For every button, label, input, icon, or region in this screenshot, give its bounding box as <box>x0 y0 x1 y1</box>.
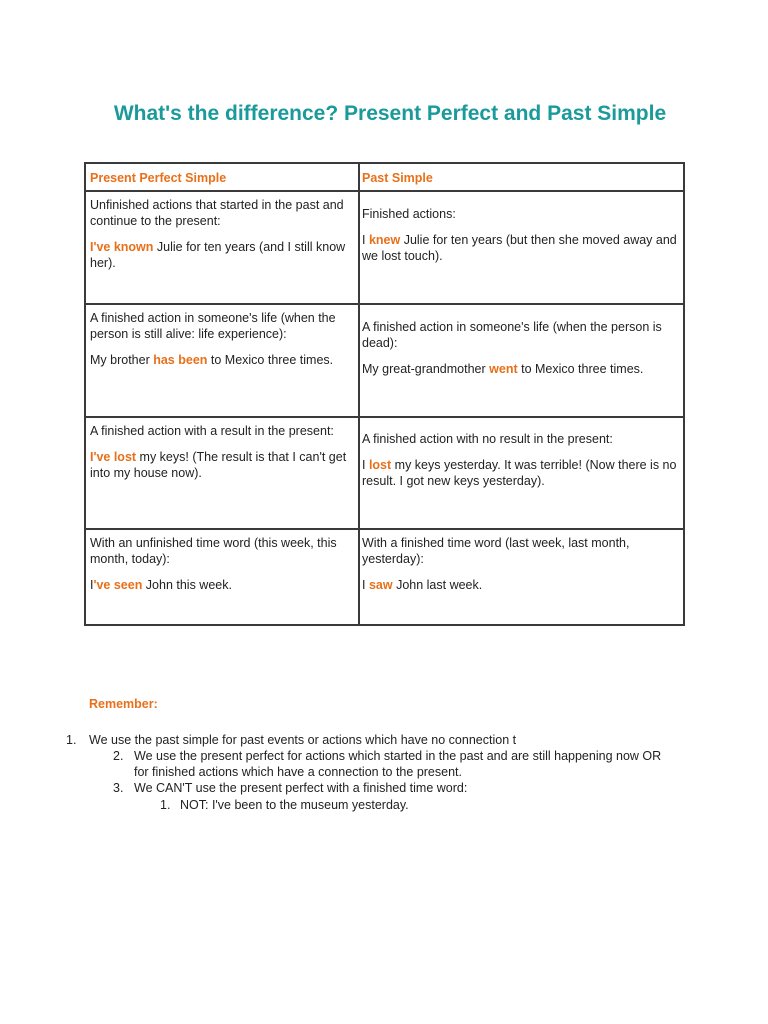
table-cell-past-simple <box>362 319 680 377</box>
highlighted-verb: 've seen <box>93 578 143 592</box>
highlighted-verb: lost <box>368 458 392 472</box>
list-number: 3. <box>113 781 124 795</box>
list-number: 2. <box>113 749 124 763</box>
example-sentence: My great-grandmother went to Mexico three times. <box>362 362 644 376</box>
highlighted-verb: knew <box>368 233 401 247</box>
highlighted-verb: 've lost <box>93 450 137 464</box>
list-item: We CAN'T use the present perfect with a finished time word: <box>134 781 468 795</box>
header-present-perfect: Present Perfect Simple <box>90 171 227 185</box>
usage-description: With an unfinished time word (this week, this month, today): <box>90 536 337 566</box>
header-past-simple: Past Simple <box>362 171 433 185</box>
usage-description: A finished action in someone's life (when the person is dead): <box>362 320 662 350</box>
highlighted-verb: 've known <box>93 240 154 254</box>
usage-description: A finished action with a result in the present: <box>90 424 334 438</box>
usage-description: With a finished time word (last week, last month, yesterday): <box>362 536 630 566</box>
comparison-table <box>84 162 685 626</box>
example-sentence: My brother has been to Mexico three times. <box>90 353 334 367</box>
usage-description: A finished action in someone's life (when the person is still alive: life experience): <box>90 311 336 341</box>
example-sentence: I knew Julie for ten years (but then she moved away and we lost touch). <box>362 233 677 263</box>
example-sentence: I lost my keys yesterday. It was terrible! (Now there is no result. I got new keys yesterday). <box>362 458 677 488</box>
usage-description: Finished actions: <box>362 207 456 221</box>
row-divider <box>86 190 683 192</box>
table-cell-past-simple <box>362 535 680 593</box>
example-sentence: I've seen John this week. <box>90 578 232 592</box>
highlighted-verb: saw <box>368 578 393 592</box>
list-item: We use the present perfect for actions which started in the past and are still happening now OR for finished actions which have a connection to the present. <box>134 749 662 779</box>
list-item: We use the past simple for past events or actions which have no connection t <box>89 733 517 747</box>
highlighted-verb: went <box>489 362 518 376</box>
row-divider <box>86 303 683 305</box>
row-divider <box>86 416 683 418</box>
example-sentence: I saw John last week. <box>362 578 483 592</box>
usage-description: Unfinished actions that started in the past and continue to the present: <box>90 198 344 228</box>
table-cell-present-perfect <box>90 535 354 593</box>
example-sentence: I've known Julie for ten years (and I still know her). <box>90 240 346 270</box>
page-title: What's the difference? Present Perfect and Past Simple <box>113 102 667 125</box>
row-divider <box>86 528 683 530</box>
column-divider <box>358 164 360 624</box>
table-cell-past-simple <box>362 206 680 264</box>
example-sentence: I've lost my keys! (The result is that I can't get into my house now). <box>90 450 347 480</box>
table-cell-present-perfect <box>90 197 354 271</box>
table-cell-present-perfect <box>90 423 354 481</box>
table-cell-present-perfect <box>90 310 354 368</box>
remember-heading: Remember: <box>89 697 158 711</box>
usage-description: A finished action with no result in the present: <box>362 432 613 446</box>
list-number: 1. <box>66 733 77 747</box>
highlighted-verb: has been <box>153 353 208 367</box>
table-cell-past-simple <box>362 431 680 489</box>
list-number: 1. <box>160 798 171 812</box>
list-item: NOT: I've been to the museum yesterday. <box>180 798 409 812</box>
